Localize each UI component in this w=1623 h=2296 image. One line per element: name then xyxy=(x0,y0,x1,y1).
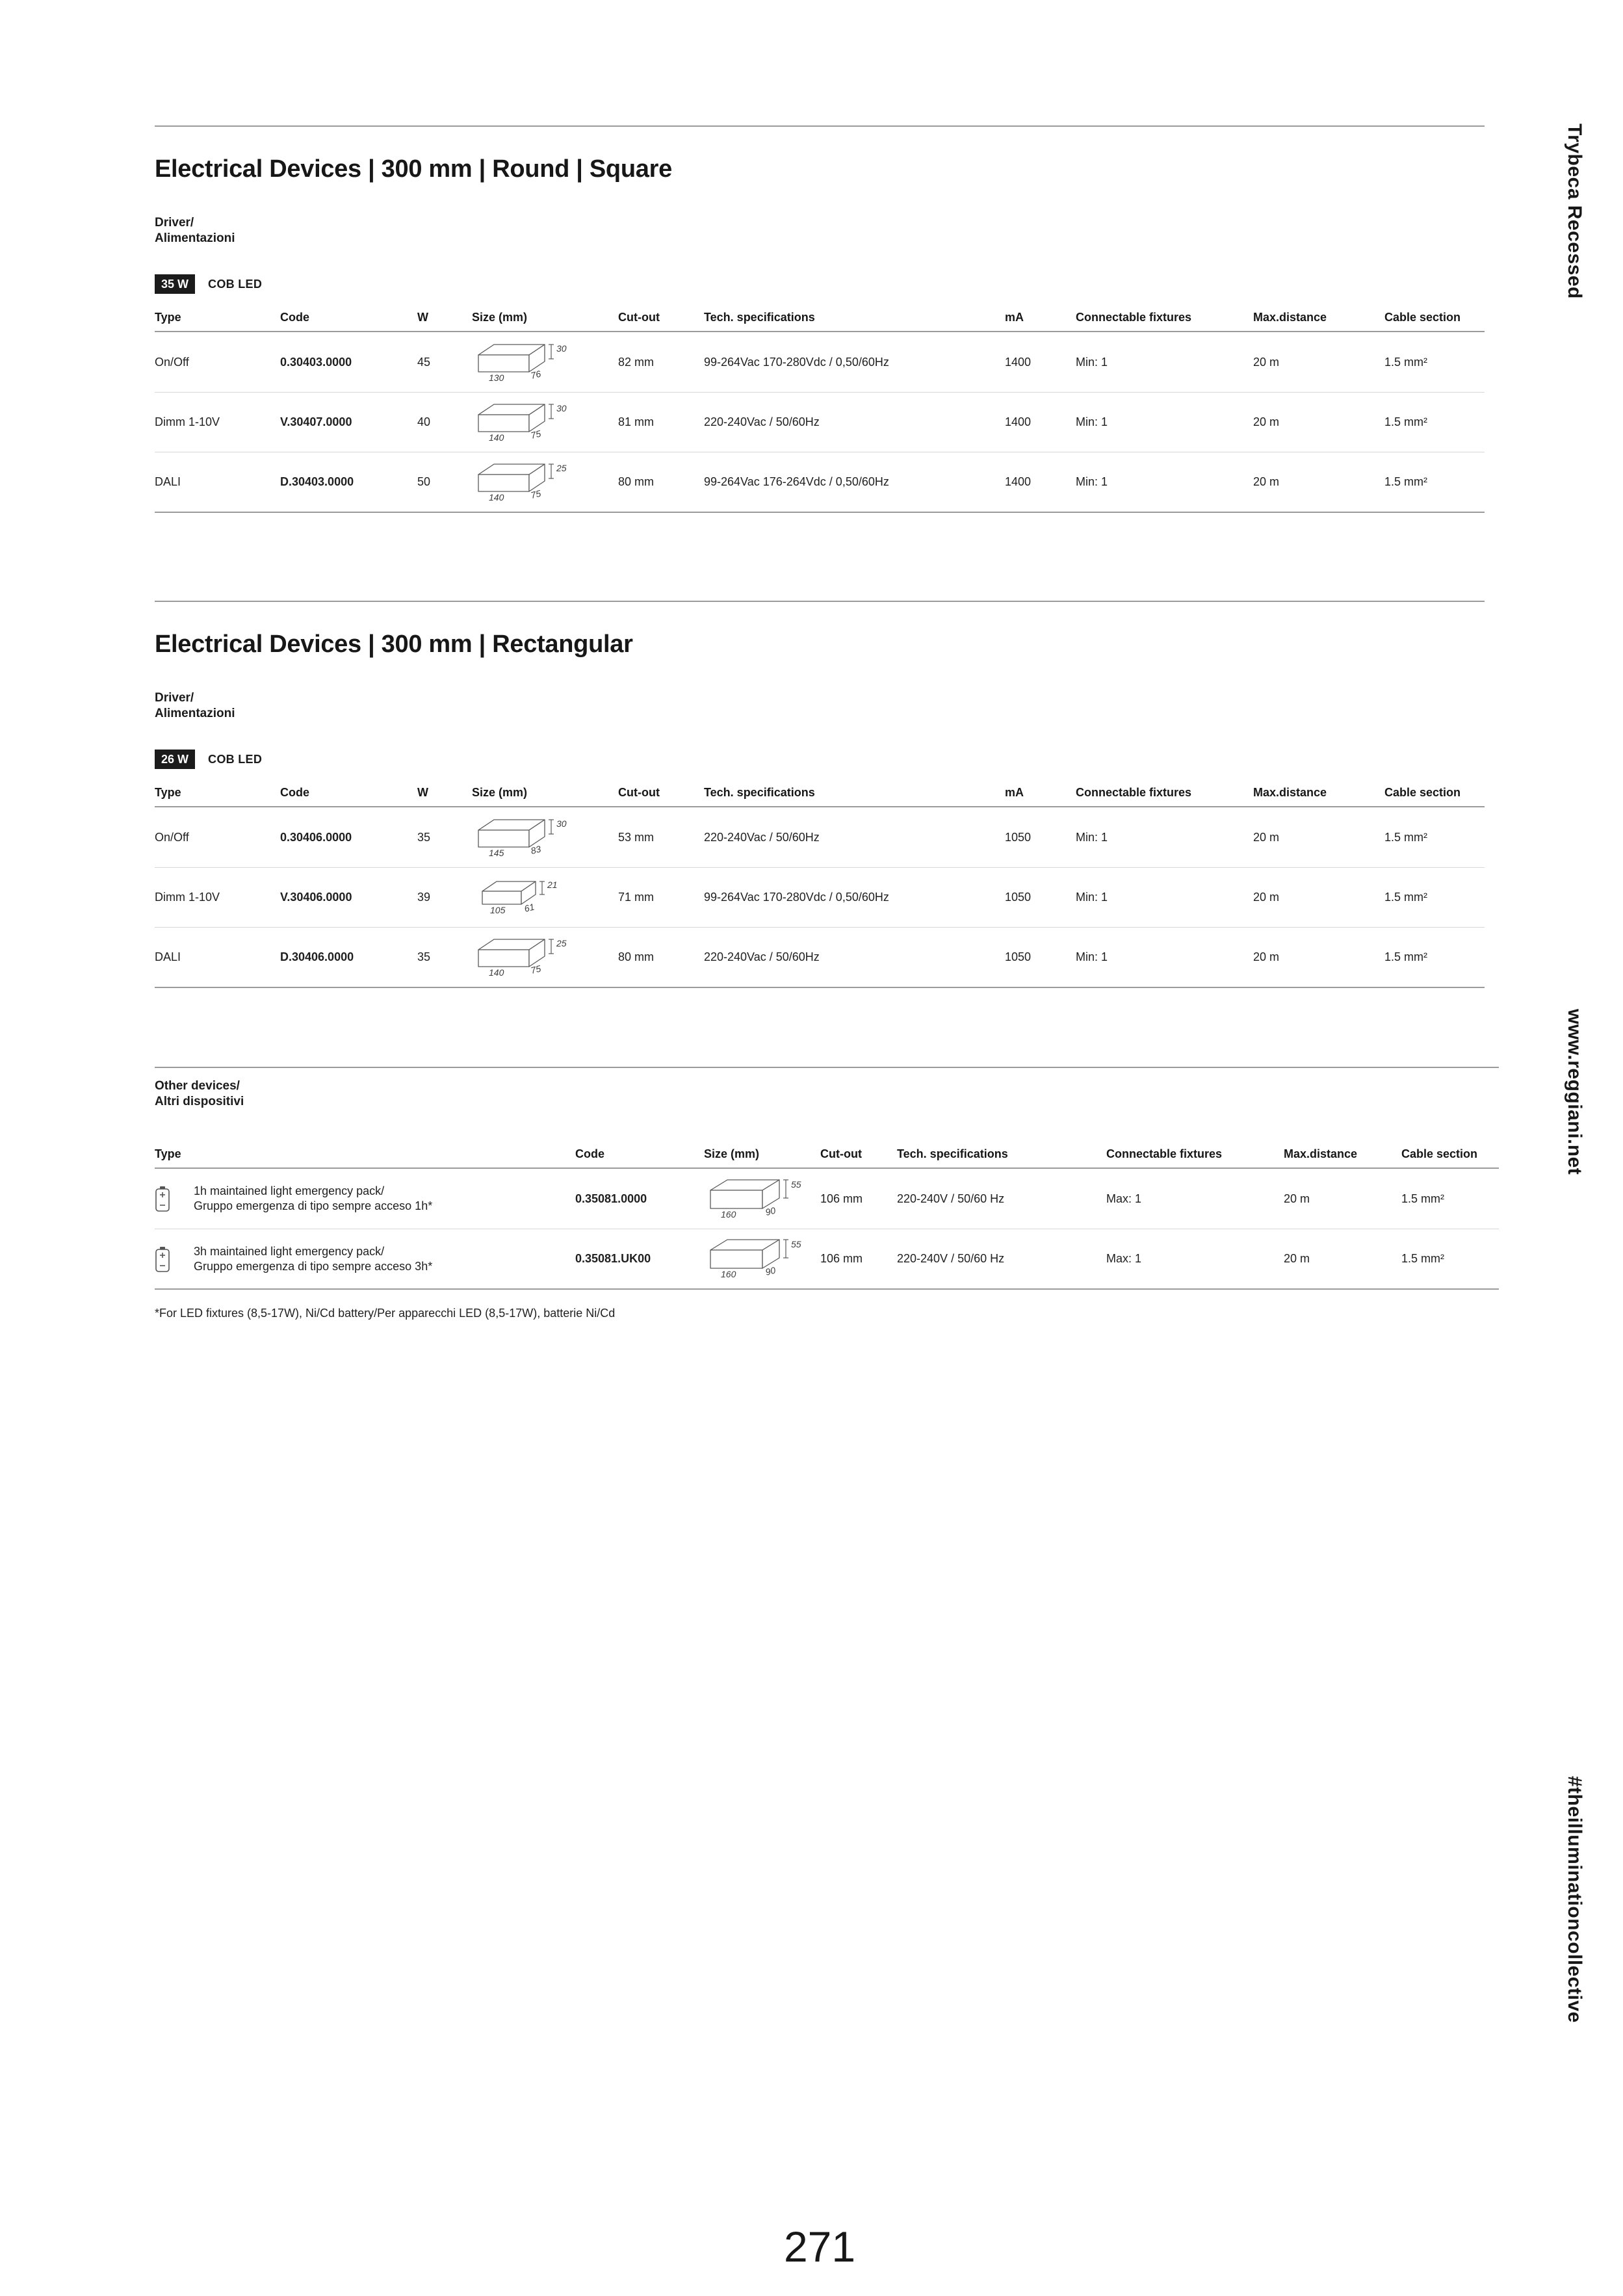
description-en: 1h maintained light emergency pack/ xyxy=(194,1184,385,1197)
col-tech: Tech. specifications xyxy=(704,311,815,324)
col-code: Code xyxy=(280,786,309,799)
driver-label xyxy=(155,215,1485,246)
driver-label-en: Driver/ xyxy=(155,216,194,229)
col-ma: mA xyxy=(1005,786,1024,799)
size-diagram-icon xyxy=(472,873,576,919)
connectable-cell: Min: 1 xyxy=(1076,891,1108,904)
hashtag-label: #theilluminationcollective xyxy=(1564,1776,1585,2023)
maxdistance-cell: 20 m xyxy=(1253,950,1280,963)
col-ma: mA xyxy=(1005,311,1024,324)
height-dim: 30 xyxy=(556,403,567,413)
type-cell xyxy=(155,1184,575,1214)
col-w: W xyxy=(417,311,428,324)
size-diagram-icon xyxy=(472,338,576,384)
col-tech: Tech. specifications xyxy=(704,786,815,799)
wattage-cell: 40 xyxy=(417,415,431,428)
col-size: Size (mm) xyxy=(472,311,528,324)
section-other-devices xyxy=(155,1067,1499,1320)
height-dim: 21 xyxy=(547,880,558,890)
col-w: W xyxy=(417,786,428,799)
wattage-cell: 35 xyxy=(417,950,431,963)
height-dim: 55 xyxy=(791,1239,801,1249)
connectable-cell: Min: 1 xyxy=(1076,355,1108,369)
emergency-row xyxy=(155,1169,1499,1229)
width-dim: 130 xyxy=(489,372,504,383)
maxdistance-cell: 20 m xyxy=(1284,1252,1310,1265)
driver-label-en: Driver/ xyxy=(155,691,194,705)
driver-label-it: Alimentazioni xyxy=(155,231,235,245)
maxdistance-cell: 20 m xyxy=(1253,891,1280,904)
height-dim: 25 xyxy=(556,938,567,948)
col-tech: Tech. specifications xyxy=(897,1147,1008,1160)
ma-cell: 1050 xyxy=(1005,950,1032,963)
tech-cell: 99-264Vac 176-264Vdc / 0,50/60Hz xyxy=(704,475,889,488)
cable-cell: 1.5 mm² xyxy=(1384,950,1428,963)
connectable-cell: Min: 1 xyxy=(1076,830,1108,844)
table-header-row xyxy=(155,1135,1499,1169)
cable-cell: 1.5 mm² xyxy=(1384,891,1428,904)
depth-dim: 75 xyxy=(529,963,542,976)
width-dim: 105 xyxy=(490,905,506,915)
col-connectable: Connectable fixtures xyxy=(1076,311,1192,324)
code-cell: 0.30403.0000 xyxy=(280,355,352,369)
col-type: Type xyxy=(155,1147,181,1160)
size-diagram-icon xyxy=(472,933,576,978)
driver-label xyxy=(155,690,1485,722)
cable-cell: 1.5 mm² xyxy=(1384,830,1428,844)
size-cell xyxy=(472,338,618,387)
cutout-cell: 82 mm xyxy=(618,355,655,369)
wattage-cell: 45 xyxy=(417,355,431,369)
col-maxdistance: Max.distance xyxy=(1253,311,1327,324)
cable-cell: 1.5 mm² xyxy=(1384,415,1428,428)
col-cutout: Cut-out xyxy=(618,311,660,324)
page-number: 271 xyxy=(783,2223,856,2271)
wattage-cell: 35 xyxy=(417,830,431,844)
description-it: Gruppo emergenza di tipo sempre acceso 3h* xyxy=(194,1259,433,1273)
section-rectangular xyxy=(155,601,1485,988)
depth-dim: 75 xyxy=(529,488,542,501)
wattage-cell: 50 xyxy=(417,475,431,488)
battery-icon xyxy=(155,1246,170,1272)
height-dim: 25 xyxy=(556,463,567,473)
size-cell xyxy=(704,1234,820,1283)
size-diagram-icon xyxy=(704,1175,808,1220)
tech-cell: 220-240Vac / 50/60Hz xyxy=(704,830,820,844)
other-devices-table xyxy=(155,1135,1499,1290)
ma-cell: 1400 xyxy=(1005,475,1032,488)
col-cutout: Cut-out xyxy=(820,1147,862,1160)
size-diagram-icon xyxy=(472,458,576,503)
driver-row xyxy=(155,452,1485,512)
maxdistance-cell: 20 m xyxy=(1253,475,1280,488)
driver-label-it: Alimentazioni xyxy=(155,707,235,720)
maxdistance-cell: 20 m xyxy=(1253,355,1280,369)
website-label: www.reggiani.net xyxy=(1564,1009,1585,1175)
divider xyxy=(155,601,1485,602)
ma-cell: 1400 xyxy=(1005,355,1032,369)
connectable-cell: Max: 1 xyxy=(1106,1192,1142,1205)
cutout-cell: 80 mm xyxy=(618,950,655,963)
size-cell xyxy=(472,933,618,982)
footnote: *For LED fixtures (8,5-17W), Ni/Cd battery/Per apparecchi LED (8,5-17W), batterie Ni/Cd xyxy=(155,1307,616,1320)
maxdistance-cell: 20 m xyxy=(1253,830,1280,844)
driver-row xyxy=(155,807,1485,867)
type-cell: DALI xyxy=(155,950,181,963)
cutout-cell: 81 mm xyxy=(618,415,655,428)
cutout-cell: 106 mm xyxy=(820,1252,863,1265)
table-header-row xyxy=(155,298,1485,332)
wattage-cell: 39 xyxy=(417,891,431,904)
depth-dim: 90 xyxy=(764,1205,777,1218)
tech-cell: 220-240Vac / 50/60Hz xyxy=(704,415,820,428)
divider xyxy=(155,125,1485,127)
code-cell: 0.35081.0000 xyxy=(575,1192,647,1205)
other-devices-en: Other devices/ xyxy=(155,1079,240,1093)
col-code: Code xyxy=(280,311,309,324)
width-dim: 160 xyxy=(721,1208,736,1220)
col-cable: Cable section xyxy=(1384,311,1461,324)
type-cell: DALI xyxy=(155,475,181,488)
cable-cell: 1.5 mm² xyxy=(1401,1252,1445,1265)
depth-dim: 75 xyxy=(529,428,542,441)
battery-icon xyxy=(155,1186,170,1212)
wattage-row xyxy=(155,274,1485,294)
connectable-cell: Min: 1 xyxy=(1076,475,1108,488)
connectable-cell: Max: 1 xyxy=(1106,1252,1142,1265)
connectable-cell: Min: 1 xyxy=(1076,950,1108,963)
section-title: Electrical Devices | 300 mm | Rectangular xyxy=(155,631,633,658)
size-cell xyxy=(472,873,618,922)
other-devices-label xyxy=(155,1078,1499,1110)
col-maxdistance: Max.distance xyxy=(1253,786,1327,799)
col-code: Code xyxy=(575,1147,604,1160)
ma-cell: 1050 xyxy=(1005,891,1032,904)
size-diagram-icon xyxy=(472,398,576,443)
col-cable: Cable section xyxy=(1401,1147,1478,1160)
driver-table xyxy=(155,774,1485,988)
tech-cell: 99-264Vac 170-280Vdc / 0,50/60Hz xyxy=(704,355,889,369)
other-devices-it: Altri dispositivi xyxy=(155,1095,244,1108)
type-cell xyxy=(155,1244,575,1274)
depth-dim: 61 xyxy=(523,901,536,914)
section-title: Electrical Devices | 300 mm | Round | Square xyxy=(155,155,672,183)
size-cell xyxy=(472,458,618,506)
section-round-square xyxy=(155,125,1485,513)
maxdistance-cell: 20 m xyxy=(1284,1192,1310,1205)
driver-row xyxy=(155,867,1485,927)
tech-cell: 99-264Vac 170-280Vdc / 0,50/60Hz xyxy=(704,891,889,904)
type-cell: On/Off xyxy=(155,355,189,369)
width-dim: 145 xyxy=(489,847,504,858)
code-cell: 0.35081.UK00 xyxy=(575,1252,651,1265)
cable-cell: 1.5 mm² xyxy=(1384,475,1428,488)
type-cell: Dimm 1-10V xyxy=(155,415,220,428)
table-header-row xyxy=(155,774,1485,807)
cutout-cell: 71 mm xyxy=(618,891,655,904)
driver-row xyxy=(155,392,1485,452)
width-dim: 160 xyxy=(721,1269,736,1279)
col-type: Type xyxy=(155,311,181,324)
tech-cell: 220-240V / 50/60 Hz xyxy=(897,1252,1005,1265)
device-description xyxy=(194,1244,432,1274)
size-diagram-icon xyxy=(472,813,576,859)
size-cell xyxy=(472,398,618,447)
cutout-cell: 80 mm xyxy=(618,475,655,488)
device-description xyxy=(194,1184,432,1214)
depth-dim: 76 xyxy=(529,368,542,381)
driver-row xyxy=(155,332,1485,392)
wattage-badge: 26 W xyxy=(155,750,195,769)
col-cutout: Cut-out xyxy=(618,786,660,799)
tech-cell: 220-240V / 50/60 Hz xyxy=(897,1192,1005,1205)
cable-cell: 1.5 mm² xyxy=(1384,355,1428,369)
code-cell: D.30406.0000 xyxy=(280,950,354,963)
col-size: Size (mm) xyxy=(472,786,528,799)
wattage-badge: 35 W xyxy=(155,274,195,294)
wattage-row xyxy=(155,749,1485,770)
tech-cell: 220-240Vac / 50/60Hz xyxy=(704,950,820,963)
description-it: Gruppo emergenza di tipo sempre acceso 1h* xyxy=(194,1199,433,1212)
maxdistance-cell: 20 m xyxy=(1253,415,1280,428)
cob-led-label: COB LED xyxy=(208,277,263,291)
code-cell: 0.30406.0000 xyxy=(280,830,352,844)
connectable-cell: Min: 1 xyxy=(1076,415,1108,428)
width-dim: 140 xyxy=(489,492,504,502)
divider xyxy=(155,1067,1499,1068)
ma-cell: 1050 xyxy=(1005,830,1032,844)
driver-row xyxy=(155,927,1485,987)
height-dim: 30 xyxy=(556,818,567,829)
width-dim: 140 xyxy=(489,432,504,443)
col-connectable: Connectable fixtures xyxy=(1076,786,1192,799)
col-type: Type xyxy=(155,786,181,799)
driver-table xyxy=(155,298,1485,513)
emergency-row xyxy=(155,1229,1499,1288)
col-connectable: Connectable fixtures xyxy=(1106,1147,1223,1160)
code-cell: D.30403.0000 xyxy=(280,475,354,488)
size-cell xyxy=(704,1175,820,1223)
cutout-cell: 53 mm xyxy=(618,830,655,844)
height-dim: 55 xyxy=(791,1179,801,1190)
type-cell: On/Off xyxy=(155,830,189,844)
cob-led-label: COB LED xyxy=(208,752,263,766)
size-cell xyxy=(472,813,618,862)
cutout-cell: 106 mm xyxy=(820,1192,863,1205)
code-cell: V.30407.0000 xyxy=(280,415,352,428)
width-dim: 140 xyxy=(489,967,504,978)
ma-cell: 1400 xyxy=(1005,415,1032,428)
depth-dim: 83 xyxy=(529,843,542,856)
height-dim: 30 xyxy=(556,343,567,354)
code-cell: V.30406.0000 xyxy=(280,891,352,904)
description-en: 3h maintained light emergency pack/ xyxy=(194,1244,385,1258)
size-diagram-icon xyxy=(704,1234,808,1280)
type-cell: Dimm 1-10V xyxy=(155,891,220,904)
cable-cell: 1.5 mm² xyxy=(1401,1192,1445,1205)
col-maxdistance: Max.distance xyxy=(1284,1147,1358,1160)
col-size: Size (mm) xyxy=(704,1147,760,1160)
col-cable: Cable section xyxy=(1384,786,1461,799)
product-family-label: Trybeca Recessed xyxy=(1564,124,1585,299)
depth-dim: 90 xyxy=(764,1264,777,1277)
